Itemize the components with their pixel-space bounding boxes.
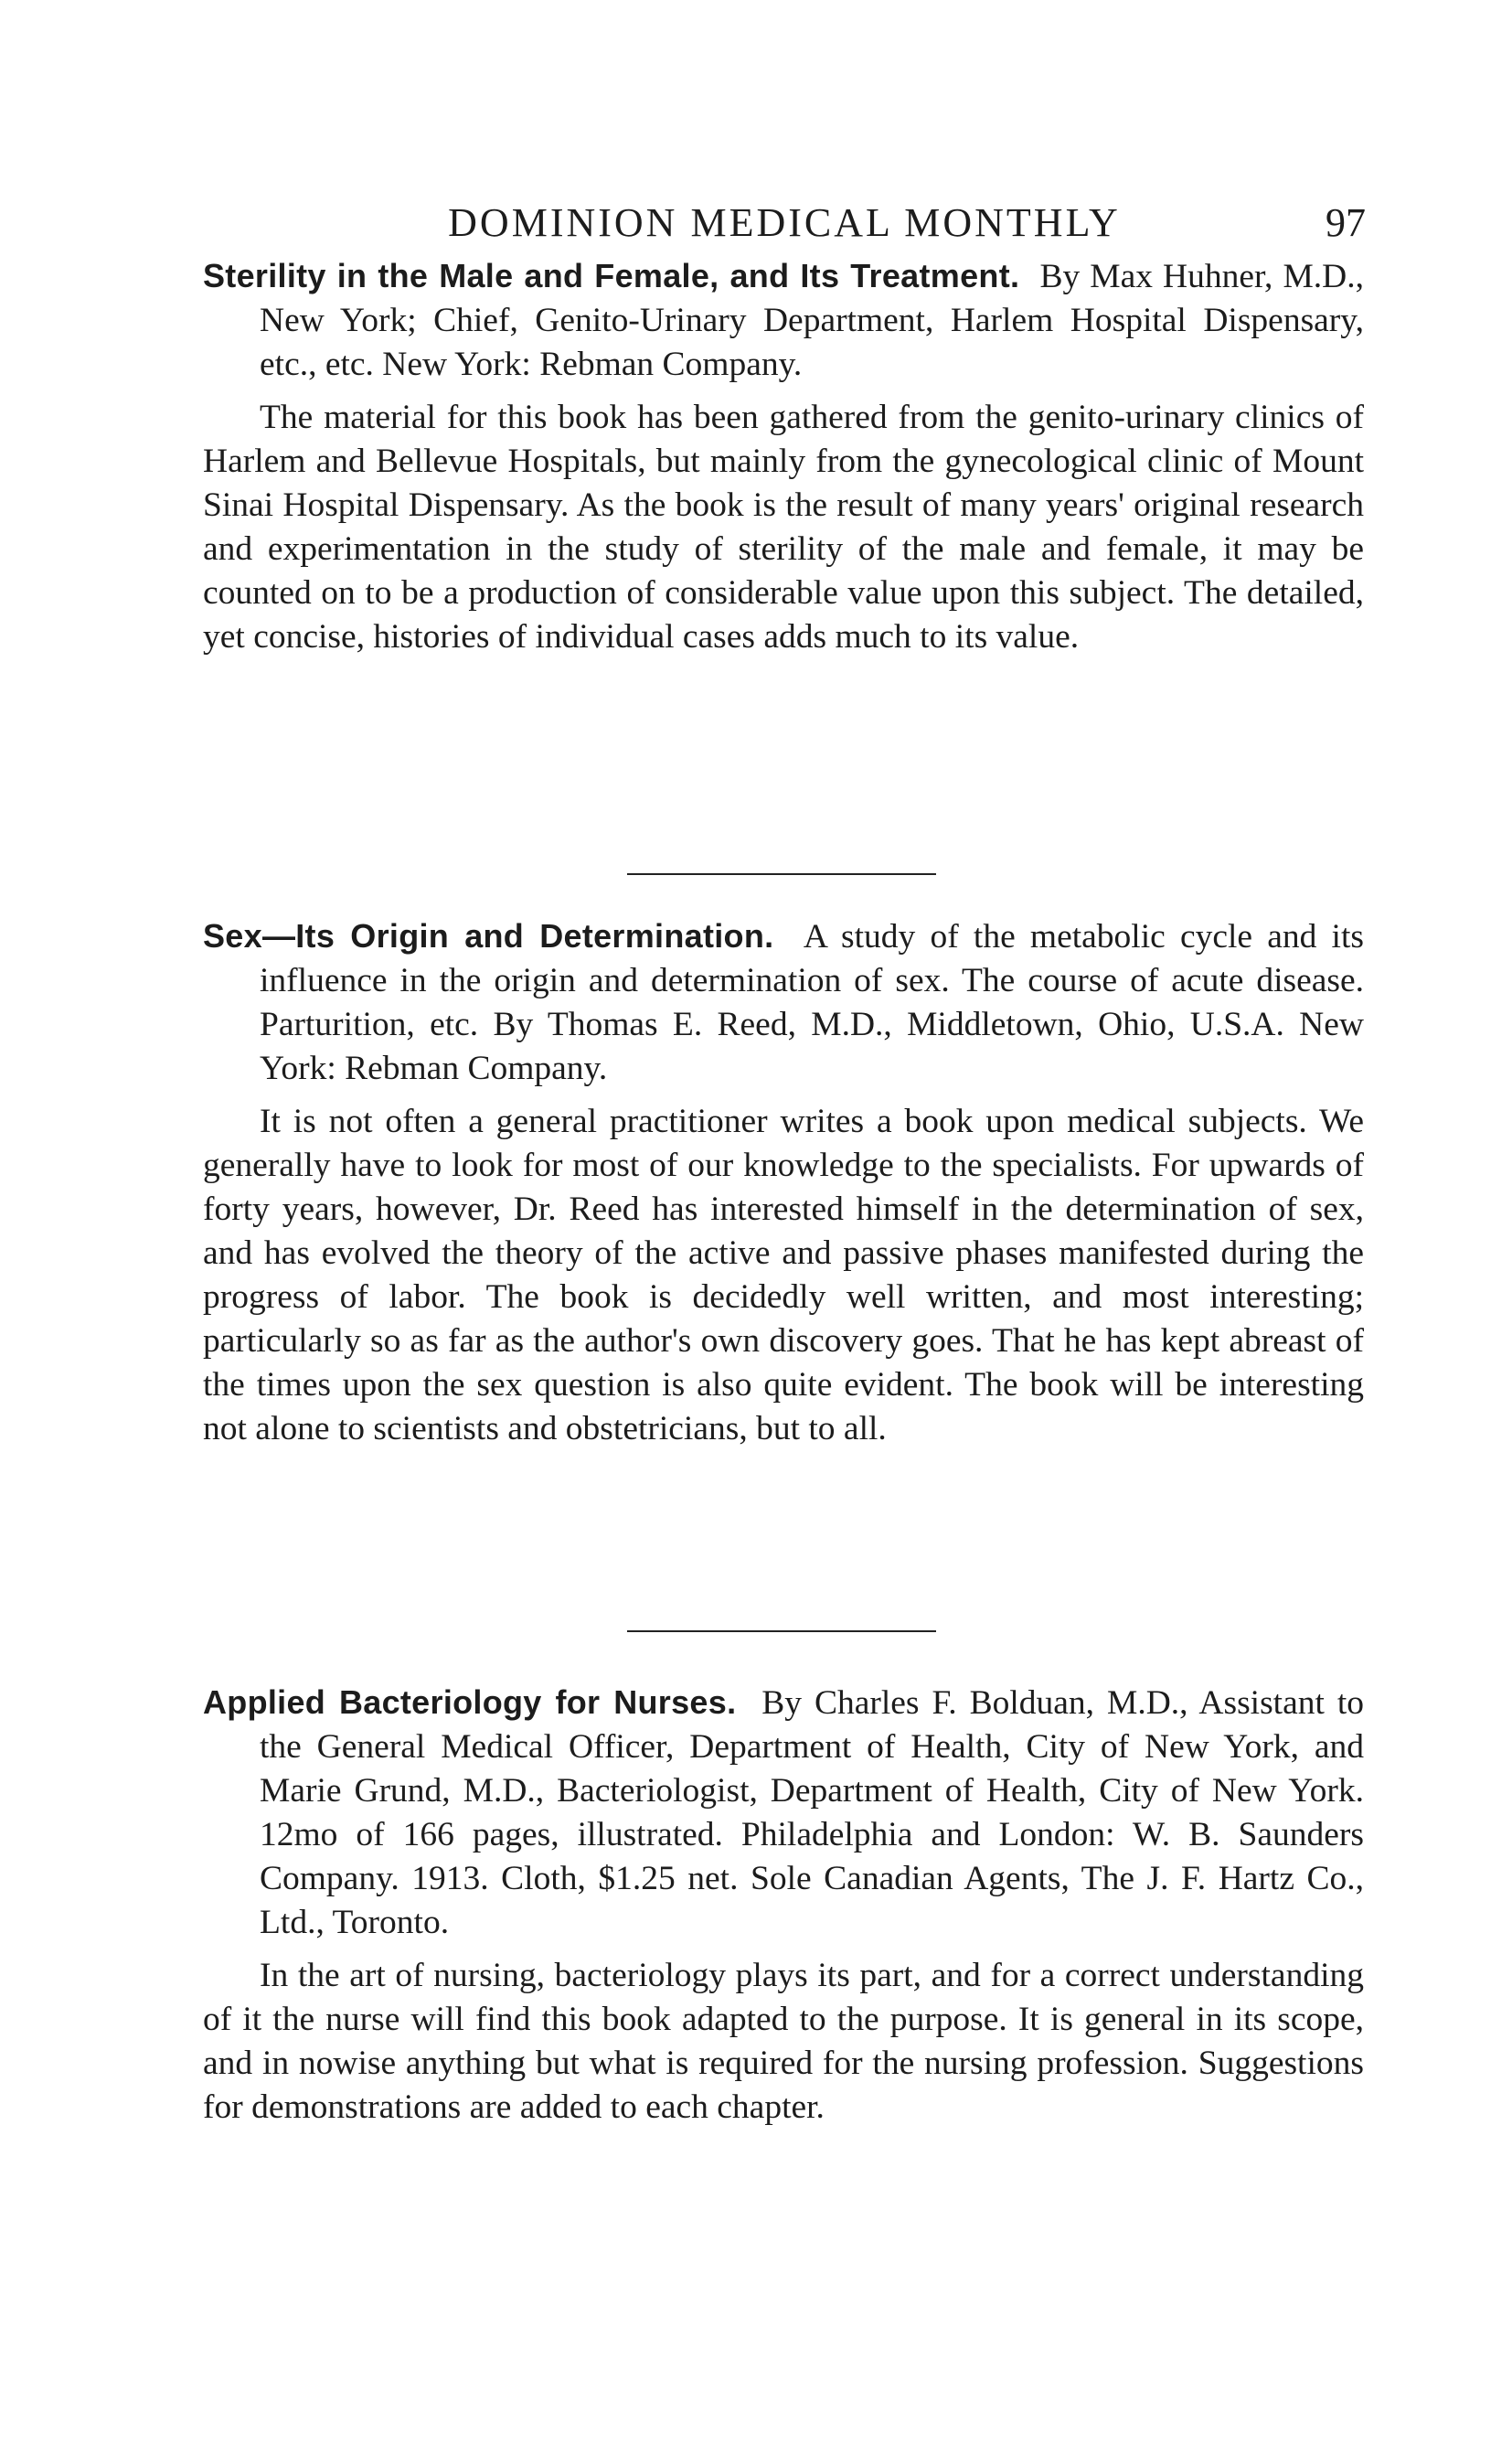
review-body: The material for this book has been gathered from the genito-urinary clinics of Harlem and Bellevue Hospitals, but mainly from the gynecological clinic of Mount Sinai Hospital Dispensary. As the book is the result of many years' original research and experimentation in the study of sterility of the male and female, it may be counted on to be a production of considerable value upon this subject. The detailed, yet concise, histories of individual cases adds much to its value. bbox=[203, 399, 1364, 656]
citation-details: By Max Huhner, M.D., New York; Chief, Genito-Urinary Department, Harlem Hospital Dispensary, etc., etc. New York: Rebman Company. bbox=[260, 258, 1365, 383]
book-review-sterility bbox=[203, 254, 1364, 659]
review-citation bbox=[203, 254, 1364, 387]
review-body: In the art of nursing, bacteriology plays its part, and for a correct understanding of it the nurse will find this book adapted to the purpose. It is general in its scope, and in nowise anything but what is required for the nursing profession. Suggestions for demonstrations are added to each chapter. bbox=[203, 1957, 1364, 2126]
book-title: Sex—Its Origin and Determination. bbox=[203, 917, 774, 955]
review-citation bbox=[203, 1681, 1364, 1945]
section-divider bbox=[627, 873, 936, 875]
book-review-bacteriology bbox=[203, 1681, 1364, 2130]
journal-title: DOMINION MEDICAL MONTHLY bbox=[448, 200, 1121, 245]
section-divider bbox=[627, 1630, 936, 1632]
book-review-sex-origin bbox=[203, 914, 1364, 1451]
book-title: Applied Bacteriology for Nurses. bbox=[203, 1683, 737, 1721]
citation-details: A study of the metabolic cycle and its influence in the origin and determination of sex. The course of acute disease. Parturition, etc. By Thomas E. Reed, M.D., Middletown, Ohio, U.S.A. New York: Rebman Company. bbox=[260, 918, 1364, 1087]
running-head bbox=[203, 199, 1366, 254]
review-body: It is not often a general practitioner writes a book upon medical subjects. We generally have to look for most of our knowledge to the specialists. For upwards of forty years, however, Dr. Reed has interested himself in the determination of sex, and has evolved the theory of the active and passive phases manifested during the progress of labor. The book is decidedly well written, and most interesting; particularly so as far as the author's own discovery goes. That he has kept abreast of the times upon the sex question is also quite evident. The book will be interesting not alone to scientists and obstetricians, but to all. bbox=[203, 1103, 1364, 1447]
citation-details: By Charles F. Bolduan, M.D., Assistant to the General Medical Officer, Department of Health, City of New York, and Marie Grund, M.D., Bacteriologist, Department of Health, City of New York. 12mo of 166 pages, illustrated. Philadelphia and London: W. B. Saunders Company. 1913. Cloth, $1.25 net. Sole Canadian Agents, The J. F. Hartz Co., Ltd., Toronto. bbox=[260, 1684, 1365, 1941]
page-number: 97 bbox=[1326, 200, 1366, 245]
review-citation bbox=[203, 914, 1364, 1091]
book-title: Sterility in the Male and Female, and Its Treatment. bbox=[203, 257, 1020, 294]
